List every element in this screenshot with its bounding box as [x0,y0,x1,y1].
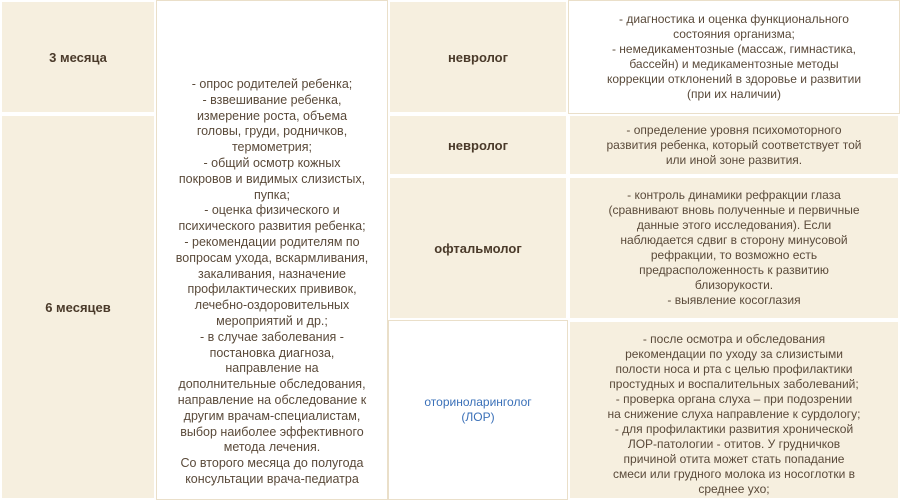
age-cell-3-months [0,0,156,114]
doctor-cell-ent [388,320,568,500]
doctor-cell-neurologist-1 [388,0,568,114]
text-line: - в случае заболевания - [200,329,344,344]
description-text [606,123,861,168]
text-line: (сравнивают вновь полученные и первичные [608,203,860,217]
text-line: близорукости. [694,278,774,292]
text-line: - определение уровня психомоторного [626,122,842,137]
text-line: (при их наличии) [687,87,781,101]
text-line: или иной зоне развития. [665,152,803,167]
age-cell-6-months [0,114,156,500]
description-text [608,332,861,497]
text-line: - для профилактики развития хронической [614,422,854,436]
text-line: термометрия; [231,140,313,155]
age-label: 3 месяца [49,49,107,65]
doctor-cell-neurologist-2 [388,114,568,176]
text-line: - рекомендации родителям по [184,234,360,249]
text-line: направление на [225,361,319,376]
desc-cell-ent [568,320,900,500]
desc-cell-neurologist-1 [568,0,900,114]
text-line: причиной отита может стать попадание [623,452,845,466]
text-line: наблюдается сдвиг в сторону минусовой [620,233,848,247]
text-line: мероприятий и др.; [216,313,328,328]
text-line: среднее ухо; [698,482,770,496]
text-line: простудных и воспалительных заболеваний; [609,377,859,391]
procedures-cell [156,0,388,500]
description-text [607,12,861,102]
text-line: состояния организма; [673,27,795,41]
text-line: рекомендации по уходу за слизистыми [625,347,843,361]
text-line: - оценка физического и [204,203,340,218]
text-line: развития ребенка, который соответствует той [606,137,862,152]
text-line: закаливания, назначение [197,266,347,281]
desc-cell-ophthalmologist [568,176,900,320]
doctor-name: невролог [447,137,509,153]
text-line: данные этого исследования). Если [636,218,832,232]
text-line: пупка; [254,187,290,202]
text-line: вопросам ухода, вскармливания, [175,250,369,265]
text-line: направление на обследование к [177,392,367,407]
text-line: психического развития ребенка; [178,219,366,234]
procedures-text [176,77,368,488]
text-line: покровов и видимых слизистых, [178,171,366,186]
text-line: на снижение слуха направление к сурдологу; [607,407,861,421]
text-line: полости носа и рта с целью профилактики [615,362,853,376]
text-line: - выявление косоглазия [667,293,801,307]
text-line: дополнительные обследования, [178,377,366,392]
text-line: выбор наиболее эффективного [180,424,364,439]
text-line: рефракции, то возможно есть [650,248,818,262]
text-line: постановка диагноза, [209,345,335,360]
text-line: - взвешивание ребенка, [202,92,342,107]
age-label: 6 месяцев [45,299,111,315]
ent-doctor-link-abbr[interactable]: (ЛОР) [461,410,495,424]
text-line: - контроль динамики рефракции глаза [627,188,841,202]
text-line: лечебно-оздоровительных [194,298,350,313]
text-line: предрасположенность к развитию [639,263,829,277]
text-line: метода лечения. [223,440,321,455]
text-line: профилактических прививок, [187,282,357,297]
text-line: головы, груди, родничков, [196,124,348,139]
text-line: - проверка органа слуха – при подозрении [615,392,853,406]
ent-doctor-link[interactable]: оториноларинголог [424,395,532,409]
text-line: ЛОР-патологии - отитов. У грудничков [627,437,841,451]
text-line: - немедикаментозные (массаж, гимнастика, [611,42,857,56]
text-line: коррекции отклонений в здоровье и развитии [606,72,862,86]
text-line: консультации врача-педиатра [185,471,359,486]
text-line: Со второго месяца до полугода [180,456,364,471]
text-line: - опрос родителей ребенка; [191,77,353,91]
text-line: - диагностика и оценка функционального [619,12,849,26]
doctor-cell-ophthalmologist [388,176,568,320]
text-line: - после осмотра и обследования [642,332,826,346]
description-text [608,188,859,308]
text-line: бассейн) и медикаментозные методы [629,57,839,71]
desc-cell-neurologist-2 [568,114,900,176]
doctor-name: невролог [447,49,509,65]
text-line: - общий осмотр кожных [203,155,341,170]
text-line: измерение роста, объема [196,108,348,123]
text-line: другим врачам-специалистам, [183,408,361,423]
doctor-name: офтальмолог [434,240,522,256]
text-line: смеси или грудного молока из носоглотки в [612,467,856,481]
